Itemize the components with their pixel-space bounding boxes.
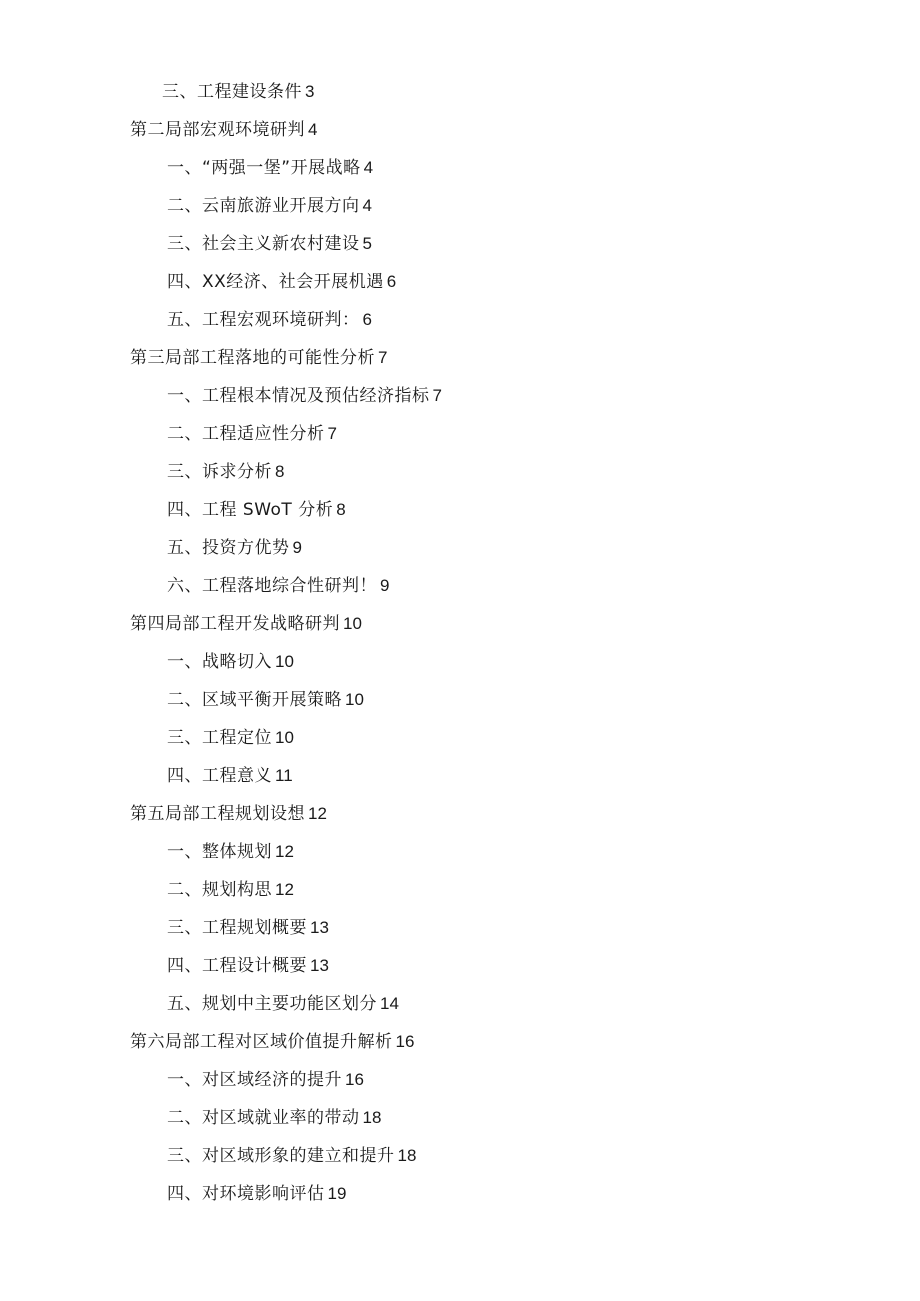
toc-entry-title: 三、工程建设条件 <box>162 82 302 102</box>
toc-entry-page: 13 <box>310 956 329 975</box>
toc-entry-title: 四、XX经济、社会开展机遇 <box>167 272 384 292</box>
toc-entry-title: 四、工程意义 <box>167 766 272 786</box>
toc-entry[interactable] <box>0 491 920 529</box>
toc-entry-title: 四、对环境影响评估 <box>167 1184 325 1204</box>
toc-entry-title: 第四局部工程开发战略研判 <box>130 614 340 634</box>
toc-entry[interactable] <box>0 1175 920 1213</box>
toc-entry[interactable] <box>0 833 920 871</box>
toc-section-entry[interactable] <box>0 111 920 149</box>
toc-entry-page: 4 <box>363 158 374 177</box>
toc-entry-page: 7 <box>327 424 337 443</box>
toc-entry[interactable] <box>0 719 920 757</box>
toc-entry[interactable] <box>0 529 920 567</box>
toc-entry-page: 10 <box>343 614 362 633</box>
toc-entry-title: 五、投资方优势 <box>167 538 290 558</box>
toc-entry-title: 一、整体规划 <box>167 842 272 862</box>
toc-entry-page: 11 <box>275 766 293 785</box>
toc-section-entry[interactable] <box>0 605 920 643</box>
toc-entry[interactable] <box>0 1137 920 1175</box>
toc-entry-title: 二、对区域就业率的带动 <box>167 1108 360 1128</box>
toc-entry-title: 一、“两强一堡”开展战略 <box>167 158 361 178</box>
toc-section-entry[interactable] <box>0 339 920 377</box>
toc-entry[interactable] <box>0 415 920 453</box>
toc-entry-page: 9 <box>380 576 390 595</box>
toc-entry-page: 12 <box>308 804 327 823</box>
toc-section-entry[interactable] <box>0 795 920 833</box>
toc-entry-title: 三、社会主义新农村建设 <box>167 234 360 254</box>
toc-entry-page: 7 <box>432 386 442 405</box>
table-of-contents <box>0 73 920 1213</box>
toc-entry-title: 第六局部工程对区域价值提升解析 <box>130 1032 393 1052</box>
toc-entry-page: 8 <box>336 500 346 519</box>
toc-entry[interactable] <box>0 567 920 605</box>
toc-entry-page: 3 <box>305 82 315 101</box>
toc-entry-page: 5 <box>362 234 372 253</box>
toc-entry-page: 7 <box>378 348 388 367</box>
toc-entry-page: 12 <box>275 842 294 861</box>
toc-entry-title: 三、诉求分析 <box>167 462 272 482</box>
toc-entry-title: 五、规划中主要功能区划分 <box>167 994 377 1014</box>
toc-entry-page: 12 <box>275 880 294 899</box>
toc-entry[interactable] <box>0 909 920 947</box>
toc-entry-page: 14 <box>380 994 399 1013</box>
toc-entry[interactable] <box>0 757 920 795</box>
toc-entry[interactable] <box>0 985 920 1023</box>
toc-entry-title: 六、工程落地综合性研判！ <box>167 576 377 596</box>
toc-entry[interactable] <box>0 681 920 719</box>
toc-entry-title: 二、工程适应性分析 <box>167 424 325 444</box>
toc-entry-page: 18 <box>397 1146 417 1165</box>
toc-entry-title: 第二局部宏观环境研判 <box>130 120 305 140</box>
toc-entry[interactable] <box>0 301 920 339</box>
toc-entry[interactable] <box>0 1099 920 1137</box>
toc-entry-title: 三、工程规划概要 <box>167 918 307 938</box>
toc-entry[interactable] <box>0 947 920 985</box>
toc-entry-page: 10 <box>345 690 364 709</box>
toc-entry-page: 4 <box>362 196 372 215</box>
toc-entry-page: 10 <box>275 652 294 671</box>
toc-entry-page: 8 <box>275 462 285 481</box>
toc-entry[interactable] <box>0 225 920 263</box>
toc-entry-title: 三、工程定位 <box>167 728 272 748</box>
toc-entry-page: 10 <box>275 728 294 747</box>
toc-entry[interactable] <box>0 263 920 301</box>
toc-entry[interactable] <box>0 187 920 225</box>
toc-entry-title: 一、工程根本情况及预估经济指标 <box>167 386 430 406</box>
toc-entry-title: 四、工程 SWoT 分析 <box>167 500 334 520</box>
toc-entry-page: 16 <box>395 1032 415 1051</box>
toc-entry[interactable] <box>0 73 920 111</box>
toc-entry-title: 五、工程宏观环境研判： <box>167 310 360 330</box>
toc-entry[interactable] <box>0 1061 920 1099</box>
toc-entry[interactable] <box>0 453 920 491</box>
toc-entry-title: 三、对区域形象的建立和提升 <box>167 1146 395 1166</box>
toc-entry[interactable] <box>0 871 920 909</box>
toc-entry-title: 第五局部工程规划设想 <box>130 804 305 824</box>
toc-entry-title: 二、云南旅游业开展方向 <box>167 196 360 216</box>
toc-entry[interactable] <box>0 149 920 187</box>
toc-section-entry[interactable] <box>0 1023 920 1061</box>
toc-entry-page: 4 <box>308 120 318 139</box>
toc-entry-page: 9 <box>292 538 302 557</box>
toc-entry[interactable] <box>0 377 920 415</box>
toc-entry-title: 二、区域平衡开展策略 <box>167 690 342 710</box>
toc-entry-title: 二、规划构思 <box>167 880 272 900</box>
toc-entry-title: 一、战略切入 <box>167 652 272 672</box>
toc-entry-page: 6 <box>362 310 372 329</box>
toc-entry-title: 四、工程设计概要 <box>167 956 307 976</box>
toc-entry-page: 16 <box>345 1070 364 1089</box>
toc-entry-page: 19 <box>327 1184 347 1203</box>
toc-entry-page: 13 <box>310 918 329 937</box>
toc-entry[interactable] <box>0 643 920 681</box>
toc-entry-page: 18 <box>362 1108 382 1127</box>
toc-entry-title: 第三局部工程落地的可能性分析 <box>130 348 375 368</box>
toc-entry-title: 一、对区域经济的提升 <box>167 1070 342 1090</box>
toc-entry-page: 6 <box>386 272 397 291</box>
